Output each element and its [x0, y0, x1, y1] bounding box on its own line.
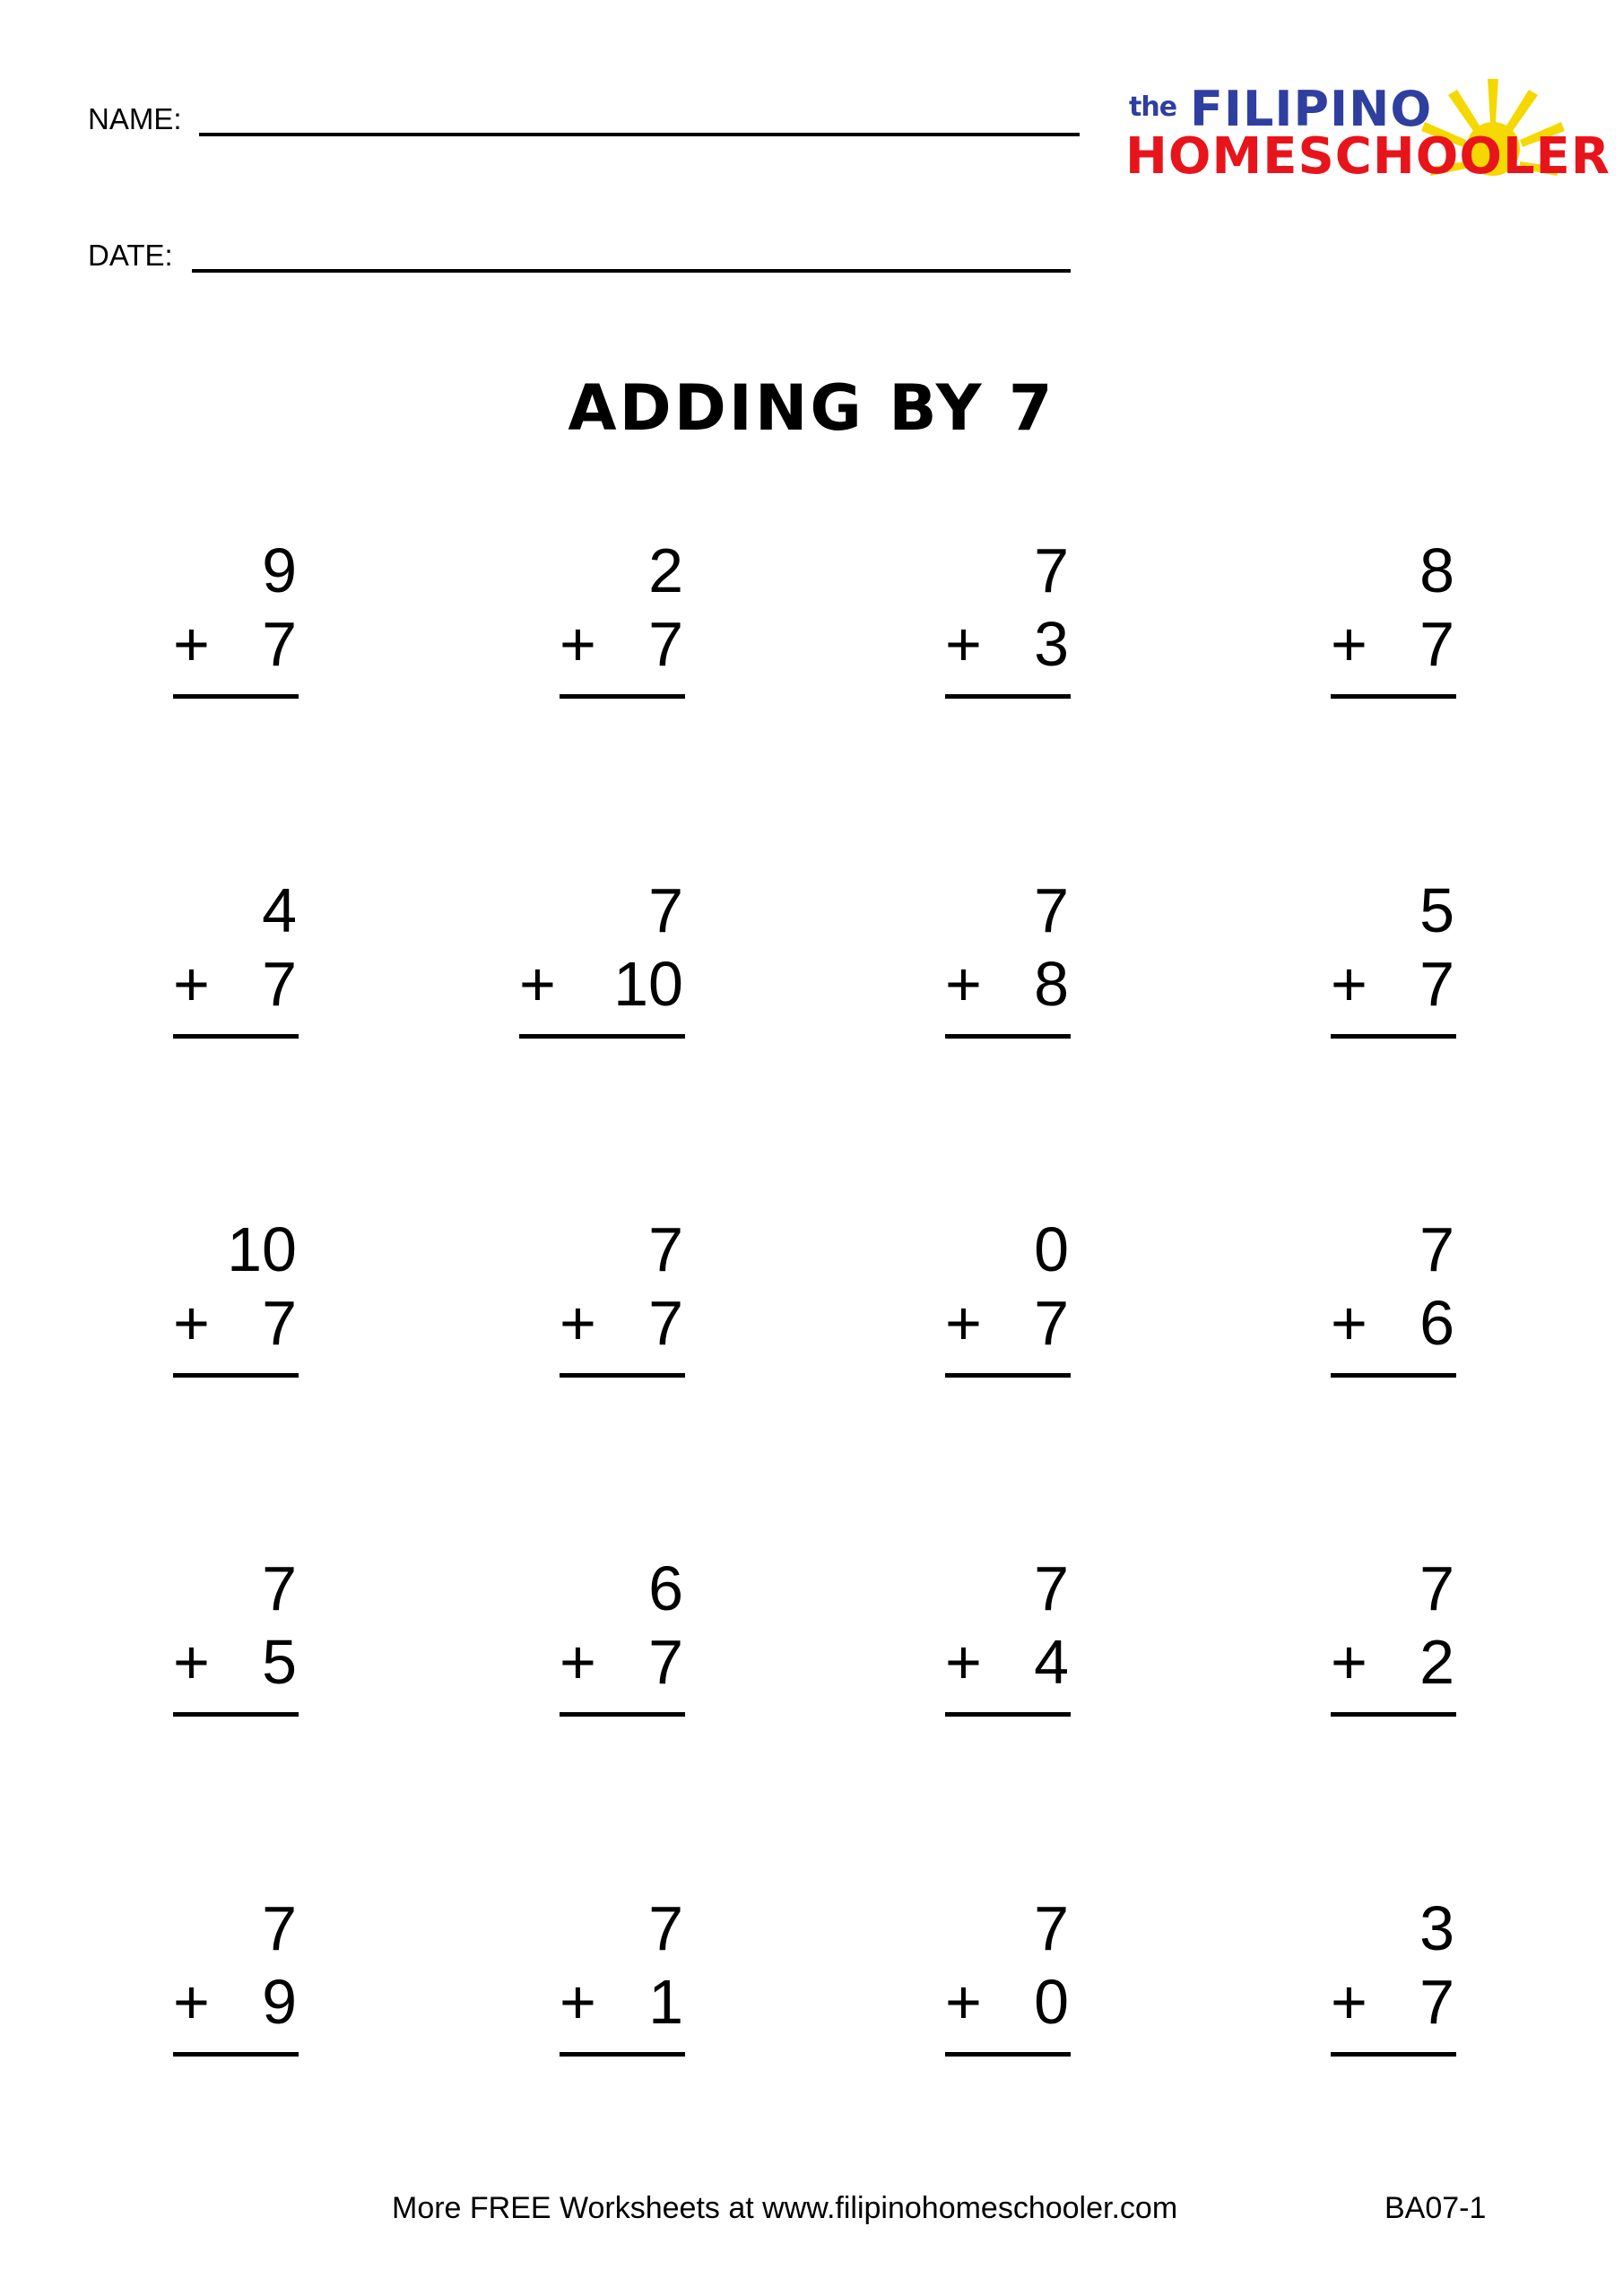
problem-top-number: 0: [1034, 1214, 1069, 1284]
answer-line: [1331, 2052, 1456, 2057]
plus-sign: +: [945, 609, 982, 679]
addition-problem: [173, 1894, 299, 2056]
plus-sign: +: [945, 949, 982, 1019]
plus-sign: +: [945, 1627, 982, 1697]
problem-bottom-number: 7: [1419, 1967, 1454, 2037]
problem-bottom-number: 0: [1034, 1967, 1069, 2037]
plus-sign: +: [173, 949, 210, 1019]
answer-line: [560, 2052, 685, 2057]
addition-problem: [560, 536, 685, 698]
filipino-homeschooler-logo: [1125, 79, 1611, 196]
answer-line: [945, 694, 1071, 699]
problem-bottom-number: 7: [1419, 949, 1454, 1019]
addition-problem: [945, 876, 1071, 1038]
plus-sign: +: [519, 949, 556, 1019]
problem-top-number: 5: [1419, 875, 1454, 945]
problem-top-number: 9: [262, 535, 297, 605]
problem-top-number: 7: [1034, 875, 1069, 945]
addition-problem: [560, 1894, 685, 2056]
plus-sign: +: [1331, 1627, 1367, 1697]
name-line[interactable]: [199, 133, 1080, 136]
addition-problem: [560, 1215, 685, 1377]
answer-line: [560, 1373, 685, 1378]
problem-bottom-number: 5: [262, 1627, 297, 1697]
problem-bottom-number: 7: [262, 949, 297, 1019]
problem-top-number: 6: [648, 1553, 683, 1623]
problem-bottom-number: 8: [1034, 949, 1069, 1019]
answer-line: [1331, 1373, 1456, 1378]
problem-top-number: 2: [648, 535, 683, 605]
problem-bottom-number: 7: [648, 609, 683, 679]
addition-problem: [173, 1554, 299, 1716]
problem-top-number: 4: [262, 875, 297, 945]
logo-filipino-text: FILIPINO: [1190, 81, 1433, 137]
addition-problem: [1331, 536, 1456, 698]
plus-sign: +: [560, 1288, 596, 1358]
answer-line: [945, 1373, 1071, 1378]
answer-line: [945, 2052, 1071, 2057]
problem-bottom-number: 7: [648, 1288, 683, 1358]
problem-bottom-number: 9: [262, 1967, 297, 2037]
plus-sign: +: [1331, 1288, 1367, 1358]
problem-top-number: 7: [1419, 1553, 1454, 1623]
plus-sign: +: [173, 609, 210, 679]
addition-problem: [1331, 1215, 1456, 1377]
answer-line: [1331, 1712, 1456, 1717]
addition-problem: [1331, 1554, 1456, 1716]
problem-top-number: 7: [262, 1893, 297, 1963]
problem-bottom-number: 7: [262, 609, 297, 679]
problem-bottom-number: 7: [1419, 609, 1454, 679]
answer-line: [560, 1712, 685, 1717]
logo-homeschooler-text: HOMESCHOOLER: [1125, 127, 1611, 186]
problem-top-number: 7: [1034, 535, 1069, 605]
addition-problem: [173, 536, 299, 698]
plus-sign: +: [560, 1627, 596, 1697]
answer-line: [173, 694, 299, 699]
date-label: DATE:: [88, 239, 173, 272]
problem-bottom-number: 2: [1419, 1627, 1454, 1697]
answer-line: [173, 2052, 299, 2057]
plus-sign: +: [560, 1967, 596, 2037]
problem-bottom-number: 3: [1034, 609, 1069, 679]
answer-line: [1331, 1034, 1456, 1039]
plus-sign: +: [945, 1967, 982, 2037]
problem-top-number: 7: [648, 1214, 683, 1284]
problem-top-number: 7: [1034, 1893, 1069, 1963]
footer-text: More FREE Worksheets at www.filipinohomeschooler.com: [392, 2191, 1178, 2225]
problem-bottom-number: 7: [648, 1627, 683, 1697]
addition-problem: [560, 1554, 685, 1716]
answer-line: [173, 1034, 299, 1039]
addition-problem: [945, 1554, 1071, 1716]
answer-line: [945, 1712, 1071, 1717]
problem-bottom-number: 4: [1034, 1627, 1069, 1697]
plus-sign: +: [1331, 609, 1367, 679]
addition-problem: [173, 876, 299, 1038]
logo-the-text: the: [1129, 91, 1177, 123]
plus-sign: +: [1331, 949, 1367, 1019]
addition-problem: [1331, 1894, 1456, 2056]
name-label: NAME:: [88, 102, 182, 135]
problem-bottom-number: 1: [648, 1967, 683, 2037]
worksheet-code: BA07-1: [1384, 2191, 1487, 2225]
addition-problem: [945, 536, 1071, 698]
answer-line: [560, 694, 685, 699]
problem-bottom-number: 7: [1034, 1288, 1069, 1358]
addition-problem: [1331, 876, 1456, 1038]
addition-problem: [945, 1894, 1071, 2056]
plus-sign: +: [560, 609, 596, 679]
plus-sign: +: [173, 1627, 210, 1697]
date-line[interactable]: [192, 269, 1071, 273]
answer-line: [173, 1373, 299, 1378]
problem-top-number: 7: [1419, 1214, 1454, 1284]
problem-bottom-number: 7: [262, 1288, 297, 1358]
worksheet-title: ADDING BY 7: [568, 371, 1055, 445]
plus-sign: +: [1331, 1967, 1367, 2037]
addition-problem: [173, 1215, 299, 1377]
problem-bottom-number: 10: [613, 949, 683, 1019]
problem-top-number: 7: [262, 1553, 297, 1623]
addition-problem: [945, 1215, 1071, 1377]
plus-sign: +: [945, 1288, 982, 1358]
problem-top-number: 8: [1419, 535, 1454, 605]
answer-line: [1331, 694, 1456, 699]
plus-sign: +: [173, 1288, 210, 1358]
problem-top-number: 3: [1419, 1893, 1454, 1963]
answer-line: [945, 1034, 1071, 1039]
addition-problem: [519, 875, 685, 1038]
problem-bottom-number: 6: [1419, 1288, 1454, 1358]
answer-line: [519, 1034, 685, 1039]
problem-top-number: 7: [648, 1893, 683, 1963]
problem-top-number: 10: [227, 1214, 297, 1284]
problem-top-number: 7: [1034, 1553, 1069, 1623]
problem-top-number: 7: [648, 875, 683, 945]
plus-sign: +: [173, 1967, 210, 2037]
answer-line: [173, 1712, 299, 1717]
